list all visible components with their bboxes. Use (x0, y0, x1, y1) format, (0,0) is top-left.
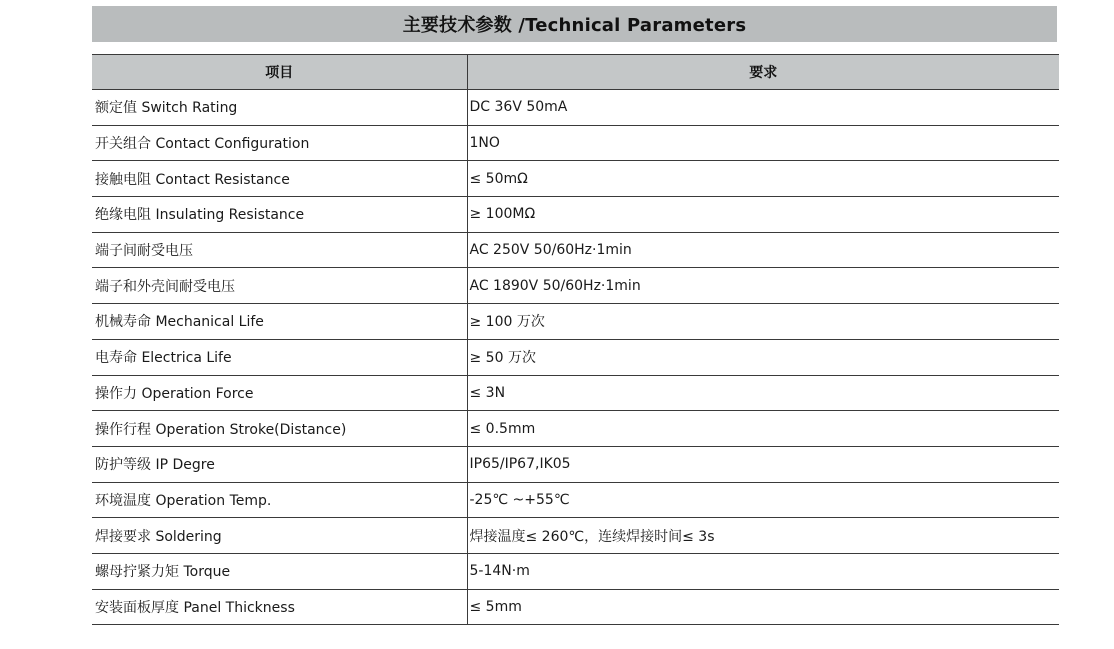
page-title-text: 主要技术参数 /Technical Parameters (402, 15, 747, 36)
table-row (92, 161, 1059, 197)
row-value-cell: AC 1890V 50/60Hz·1min (467, 268, 1059, 304)
table-row (92, 375, 1059, 411)
row-value-cell: AC 250V 50/60Hz·1min (467, 232, 1059, 268)
row-item-cell: 安装面板厚度 Panel Thickness (92, 589, 467, 625)
row-value-cell: ≥ 100MΩ (467, 197, 1059, 233)
row-item-cell: 机械寿命 Mechanical Life (92, 304, 467, 340)
row-value-cell: ≤ 5mm (467, 589, 1059, 625)
row-item-cell: 绝缘电阻 Insulating Resistance (92, 197, 467, 233)
row-item-cell: 接触电阻 Contact Resistance (92, 161, 467, 197)
row-item-cell: 额定值 Switch Rating (92, 90, 467, 126)
table-row (92, 232, 1059, 268)
table-row (92, 125, 1059, 161)
row-item-cell: 防护等级 IP Degre (92, 446, 467, 482)
spec-table (92, 54, 1059, 625)
table-row (92, 197, 1059, 233)
column-header-requirement: 要求 (467, 55, 1059, 90)
row-item-cell: 端子间耐受电压 (92, 232, 467, 268)
row-value-cell: ≤ 0.5mm (467, 411, 1059, 447)
table-header (92, 55, 1059, 90)
row-item-cell: 操作力 Operation Force (92, 375, 467, 411)
table-row (92, 90, 1059, 126)
row-item-cell: 端子和外壳间耐受电压 (92, 268, 467, 304)
row-item-cell: 开关组合 Contact Configuration (92, 125, 467, 161)
table-row (92, 339, 1059, 375)
table-row (92, 589, 1059, 625)
row-value-cell: ≥ 100 万次 (467, 304, 1059, 340)
table-row (92, 411, 1059, 447)
row-value-cell: 1NO (467, 125, 1059, 161)
row-item-cell: 焊接要求 Soldering (92, 518, 467, 554)
row-value-cell: DC 36V 50mA (467, 90, 1059, 126)
row-value-cell: -25℃ ~+55℃ (467, 482, 1059, 518)
row-value-cell: 5-14N·m (467, 553, 1059, 589)
table-header-row (92, 55, 1059, 90)
table-row (92, 518, 1059, 554)
row-value-cell: ≥ 50 万次 (467, 339, 1059, 375)
row-item-cell: 电寿命 Electrica Life (92, 339, 467, 375)
column-header-item: 项目 (92, 55, 467, 90)
table-row (92, 446, 1059, 482)
row-value-cell: IP65/IP67,IK05 (467, 446, 1059, 482)
row-value-cell: ≤ 50mΩ (467, 161, 1059, 197)
row-item-cell: 螺母拧紧力矩 Torque (92, 553, 467, 589)
row-value-cell: 焊接温度≤ 260℃，连续焊接时间≤ 3s (467, 518, 1059, 554)
table-row (92, 482, 1059, 518)
table-row (92, 268, 1059, 304)
table-row (92, 304, 1059, 340)
table-body (92, 90, 1059, 625)
row-value-cell: ≤ 3N (467, 375, 1059, 411)
row-item-cell: 操作行程 Operation Stroke(Distance) (92, 411, 467, 447)
row-item-cell: 环境温度 Operation Temp. (92, 482, 467, 518)
table-row (92, 553, 1059, 589)
page-title (92, 6, 1057, 42)
